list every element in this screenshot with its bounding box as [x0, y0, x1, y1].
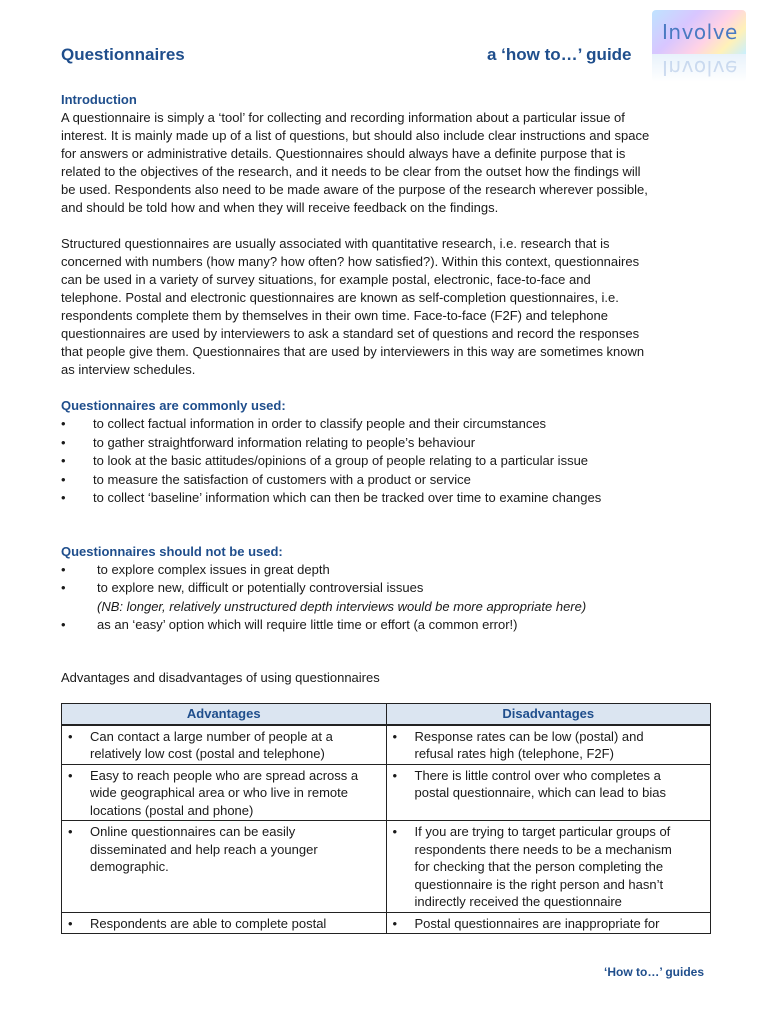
logo-reflection-text: Involve: [662, 56, 738, 80]
list-item: • to gather straightforward information relating to people’s behaviour: [61, 434, 711, 453]
footer-guides-label: ‘How to…’ guides: [604, 965, 705, 979]
bullet-icon: •: [61, 416, 66, 431]
not-used-heading: Questionnaires should not be used:: [61, 543, 283, 559]
bullet-icon: •: [392, 824, 398, 839]
text-line: as interview schedules.: [61, 362, 196, 377]
intro-paragraph-1: [61, 109, 711, 217]
advantage-cell: • Can contact a large number of people at a relatively low cost (postal and telephone): [62, 725, 387, 765]
not-used-list: [61, 561, 711, 598]
bullet-icon: •: [61, 453, 66, 468]
table-row: [62, 912, 711, 934]
commonly-used-heading: Questionnaires are commonly used:: [61, 398, 286, 413]
bullet-icon: •: [68, 767, 73, 783]
text-line: for answers or administrative details. Questionnaires should always have a definite purpose that is: [61, 146, 626, 161]
disadvantage-cell: • Response rates can be low (postal) and refusal rates high (telephone, F2F): [386, 725, 711, 765]
bullet-icon: •: [68, 915, 73, 931]
page-title: Questionnaires: [61, 45, 185, 64]
intro-paragraph-2: [61, 235, 711, 379]
advantage-cell: • Online questionnaires can be easily disseminated and help reach a younger demographic.: [62, 821, 387, 913]
list-item: • to explore complex issues in great depth: [61, 561, 711, 580]
bullet-icon: •: [61, 471, 66, 487]
advantage-cell: • Respondents are able to complete postal: [62, 912, 387, 934]
depth-interview-note: (NB: longer, relatively unstructured depth interviews would be more appropriate here): [97, 598, 587, 614]
logo-text: Involve: [662, 20, 738, 44]
text-line: that people give them. Questionnaires that are used by interviewers in this way are sometimes known: [61, 344, 645, 359]
list-item: • to look at the basic attitudes/opinions of a group of people relating to a particular issue: [61, 452, 711, 471]
not-used-list-continued: [61, 616, 711, 635]
bullet-icon: •: [392, 915, 398, 931]
bullet-icon: •: [61, 490, 66, 505]
bullet-icon: •: [61, 617, 66, 632]
text-line: related to the objectives of the research, and it needs to be clear from the outset how the findings will: [61, 164, 641, 179]
advantage-cell: • Easy to reach people who are spread across a wide geographical area or who live in remote locations (postal and phone): [62, 764, 387, 821]
bullet-icon: •: [392, 728, 398, 744]
list-item: • to explore new, difficult or potentially controversial issues: [61, 579, 711, 598]
bullet-icon: •: [61, 434, 66, 450]
text-line: respondents complete them by themselves in their own time. Face-to-face (F2F) and telephone: [61, 308, 608, 323]
advantages-disadvantages-table: [61, 703, 711, 934]
text-line: telephone. Postal and electronic questionnaires are known as self-completion questionnaires, i.e.: [61, 290, 619, 305]
advantages-column-header: Advantages: [62, 704, 387, 725]
involve-logo: [652, 10, 746, 82]
table-caption: Advantages and disadvantages of using questionnaires: [61, 669, 380, 685]
page-subtitle: a ‘how to…’ guide: [487, 45, 632, 64]
introduction-heading: Introduction: [61, 92, 137, 107]
disadvantage-cell: • Postal questionnaires are inappropriate for: [386, 912, 711, 934]
table-row: [62, 725, 711, 765]
bullet-icon: •: [68, 728, 73, 744]
main-content: [61, 91, 711, 687]
disadvantage-cell: • There is little control over who completes a postal questionnaire, which can lead to bias: [386, 764, 711, 821]
disadvantage-cell: • If you are trying to target particular groups of respondents there needs to be a mechanism for checking that the person completing the questionnaire is the right person and hasn’t indirectly received the questionnaire: [386, 821, 711, 913]
table-header-row: [62, 704, 711, 725]
text-line: questionnaires are used by interviewers to ask a standard set of questions and record the responses: [61, 326, 640, 341]
text-line: can be used in a variety of survey situations, for example postal, electronic, face-to-face and: [61, 272, 591, 287]
text-line: concerned with numbers (how many? how often? how satisfied?). Within this context, questionnaires: [61, 254, 640, 269]
text-line: and should be told how and when they will receive feedback on the findings.: [61, 200, 499, 215]
disadvantages-column-header: Disadvantages: [386, 704, 711, 725]
commonly-used-list: [61, 415, 711, 508]
table-row: [62, 821, 711, 913]
table-row: [62, 764, 711, 821]
bullet-icon: •: [68, 824, 73, 839]
bullet-icon: •: [392, 767, 398, 783]
bullet-icon: •: [61, 561, 66, 577]
text-line: Structured questionnaires are usually associated with quantitative research, i.e. research that is: [61, 236, 610, 251]
bullet-icon: •: [61, 580, 66, 595]
text-line: interest. It is mainly made up of a list of questions, but should also include clear instructions and space: [61, 128, 650, 143]
list-item: • to collect ‘baseline’ information which can then be tracked over time to examine changes: [61, 489, 711, 508]
text-line: be used. Respondents also need to be made aware of the purpose of the research wherever possible,: [61, 182, 648, 197]
text-line: A questionnaire is simply a ‘tool’ for collecting and recording information about a particular issue of: [61, 110, 625, 125]
list-item: • as an ‘easy’ option which will require little time or effort (a common error!): [61, 616, 711, 635]
list-item: • to collect factual information in order to classify people and their circumstances: [61, 415, 711, 434]
list-item: • to measure the satisfaction of customers with a product or service: [61, 471, 711, 490]
